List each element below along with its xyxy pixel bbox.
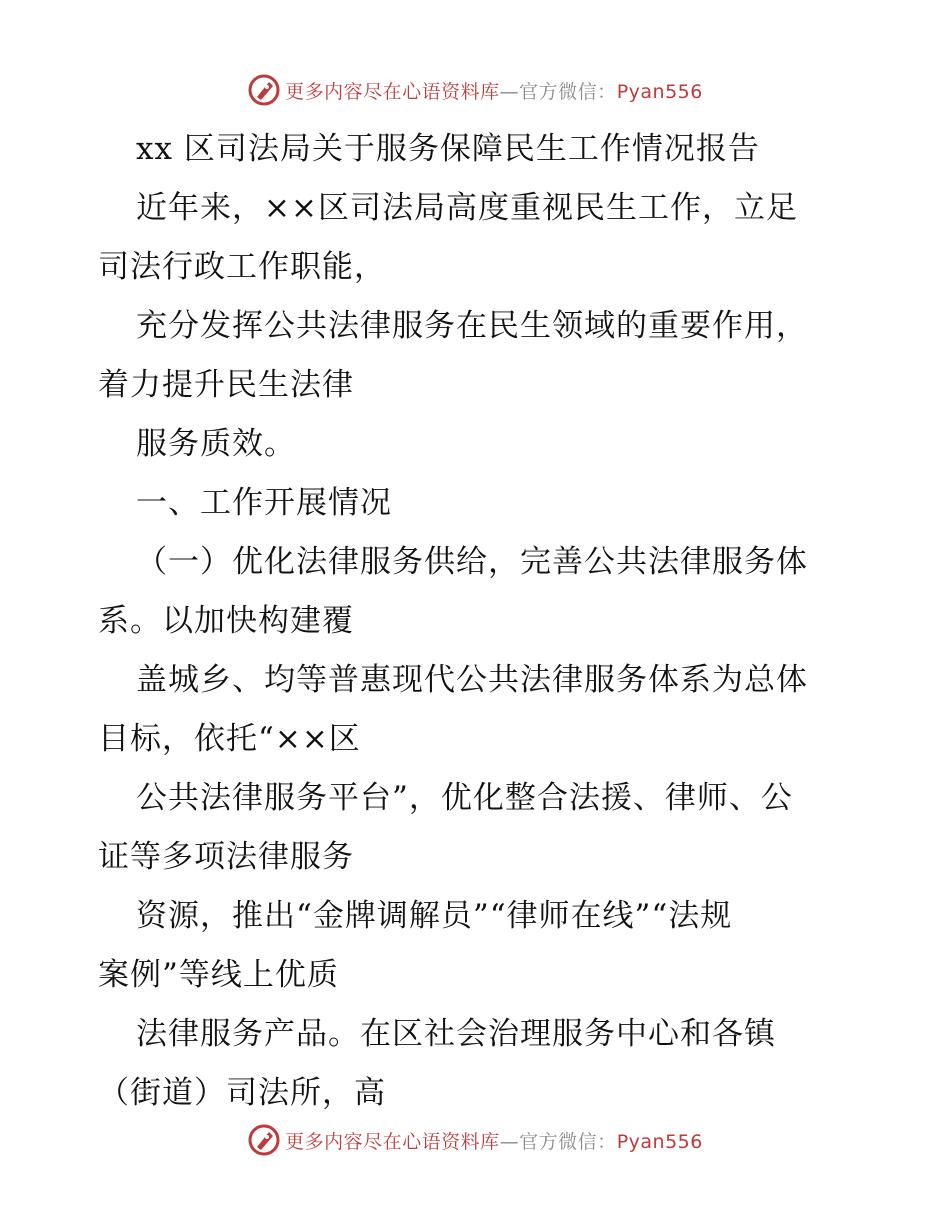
text-line: 资源，推出“金牌调解员”“律师在线”“法规 xyxy=(136,898,733,934)
header-watermark-banner xyxy=(0,68,950,112)
banner-sub-text: —官方微信： xyxy=(499,80,617,103)
text-line: 充分发挥公共法律服务在民生领域的重要作用， xyxy=(136,308,808,344)
text-line: 近年来，××区司法局高度重视民生工作，立足 xyxy=(136,190,798,226)
banner-text xyxy=(285,77,703,104)
text-line: 着力提升民生法律 xyxy=(98,367,354,403)
text-line: 系。以加快构建覆 xyxy=(98,603,354,639)
banner-wechat-id: Pyan556 xyxy=(616,80,703,103)
banner-text xyxy=(285,1127,703,1154)
text-line: 服务质效。 xyxy=(136,426,296,462)
text-line: 司法行政工作职能， xyxy=(98,249,386,285)
banner-wechat-id: Pyan556 xyxy=(616,1130,703,1153)
text-line: 目标，依托“××区 xyxy=(98,721,361,757)
subsection-heading: （一）优化法律服务供给，完善公共法律服务体 xyxy=(136,544,808,580)
text-line: 盖城乡、均等普惠现代公共法律服务体系为总体 xyxy=(136,662,808,698)
section-heading: 一、工作开展情况 xyxy=(136,485,392,521)
text-line: 公共法律服务平台”，优化整合法援、律师、公 xyxy=(136,780,793,816)
text-line: 法律服务产品。在区社会治理服务中心和各镇 xyxy=(136,1016,776,1052)
footer-watermark-banner xyxy=(0,1118,950,1162)
text-line: （街道）司法所，高 xyxy=(98,1075,386,1111)
banner-main-text: 更多内容尽在心语资料库 xyxy=(285,1130,500,1153)
banner-main-text: 更多内容尽在心语资料库 xyxy=(285,80,500,103)
document-title: xx 区司法局关于服务保障民生工作情况报告 xyxy=(136,131,760,167)
pen-nib-logo-icon xyxy=(247,73,281,107)
pen-nib-logo-icon xyxy=(247,1123,281,1157)
text-line: 证等多项法律服务 xyxy=(98,839,354,875)
document-body xyxy=(98,120,858,1123)
text-line: 案例”等线上优质 xyxy=(98,957,339,993)
banner-sub-text: —官方微信： xyxy=(499,1130,617,1153)
